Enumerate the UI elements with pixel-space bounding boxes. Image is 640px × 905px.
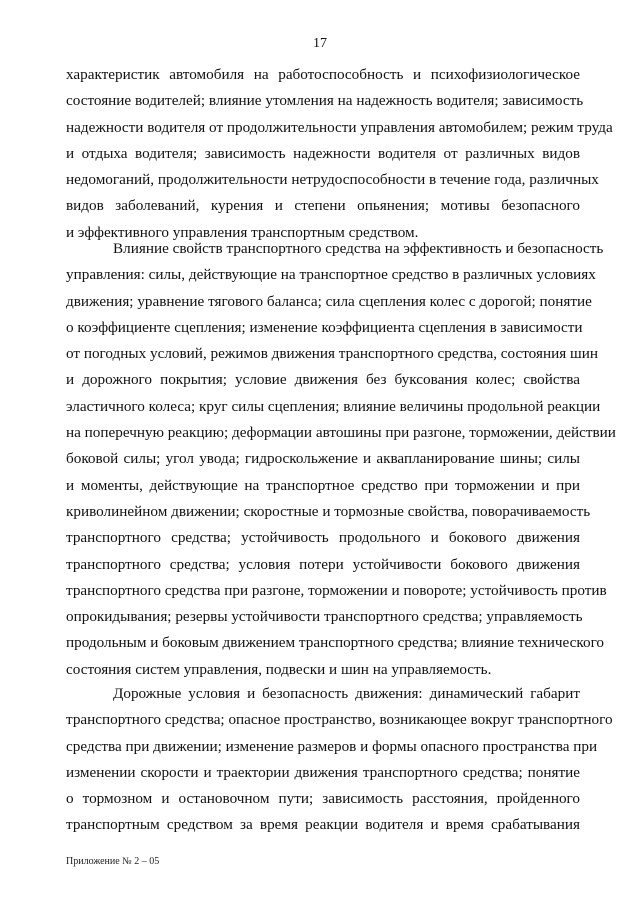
text-line: надежности водителя от продолжительности управления автомобилем; режим труда	[66, 118, 613, 136]
text-line: боковой силы; угол увода; гидроскольжение и аквапланирование шины; силы	[66, 450, 580, 468]
paragraph-3	[66, 681, 613, 839]
text-line: управления: силы, действующие на транспортное средство в различных условиях	[66, 266, 596, 284]
text-line: и моменты, действующие на транспортное средство при торможении и при	[66, 476, 580, 494]
text-line: и эффективного управления транспортным средством.	[66, 223, 419, 241]
text-line: Влияние свойств транспортного средства на эффективность и безопасность	[113, 240, 604, 257]
text-line: Дорожные условия и безопасность движения: динамический габарит	[113, 685, 580, 702]
text-line: движения; уравнение тягового баланса; сила сцепления колес с дорогой; понятие	[66, 292, 592, 310]
text-line: характеристик автомобиля на работоспособность и психофизиологическое	[66, 66, 580, 83]
text-line: состояние водителей; влияние утомления на надежность водителя; зависимость	[66, 92, 584, 110]
text-line: и дорожного покрытия; условие движения без буксования колес; свойства	[66, 371, 580, 389]
text-line: состояния систем управления, подвески и шин на управляемость.	[66, 660, 492, 678]
text-line: от погодных условий, режимов движения транспортного средства, состояния шин	[66, 345, 598, 363]
text-line: криволинейном движении; скоростные и тормозные свойства, поворачиваемость	[66, 502, 591, 520]
text-line: недомоганий, продолжительности нетрудоспособности в течение года, различных	[66, 171, 599, 189]
page-footer: Приложение № 2 – 05	[66, 856, 160, 867]
text-line: продольным и боковым движением транспортного средства; влияние технического	[66, 634, 605, 652]
text-line: видов заболеваний, курения и степени опьянения; мотивы безопасного	[66, 197, 580, 215]
text-line: о тормозном и остановочном пути; зависимость расстояния, пройденного	[66, 790, 580, 808]
paragraph-2	[66, 236, 616, 683]
text-line: и отдыха водителя; зависимость надежности водителя от различных видов	[66, 144, 580, 162]
text-line: транспортным средством за время реакции водителя и время срабатывания	[66, 816, 580, 834]
text-line: транспортного средства; опасное пространство, возникающее вокруг транспортного	[66, 711, 613, 729]
text-line: транспортного средства; условия потери устойчивости бокового движения	[66, 555, 580, 573]
text-line: опрокидывания; резервы устойчивости транспортного средства; управляемость	[66, 608, 583, 626]
text-line: транспортного средства при разгоне, торможении и повороте; устойчивость против	[66, 581, 607, 599]
text-line: эластичного колеса; круг силы сцепления; влияние величины продольной реакции	[66, 397, 601, 415]
text-line: изменении скорости и траектории движения транспортного средства; понятие	[66, 763, 580, 781]
text-line: о коэффициенте сцепления; изменение коэффициента сцепления в зависимости	[66, 318, 583, 336]
page-number: 17	[313, 36, 327, 51]
text-line: на поперечную реакцию; деформации автошины при разгоне, торможении, действии	[66, 424, 616, 442]
paragraph-1	[66, 62, 613, 246]
text-line: средства при движении; изменение размеров и формы опасного пространства при	[66, 737, 598, 755]
text-line: транспортного средства; устойчивость продольного и бокового движения	[66, 529, 580, 547]
